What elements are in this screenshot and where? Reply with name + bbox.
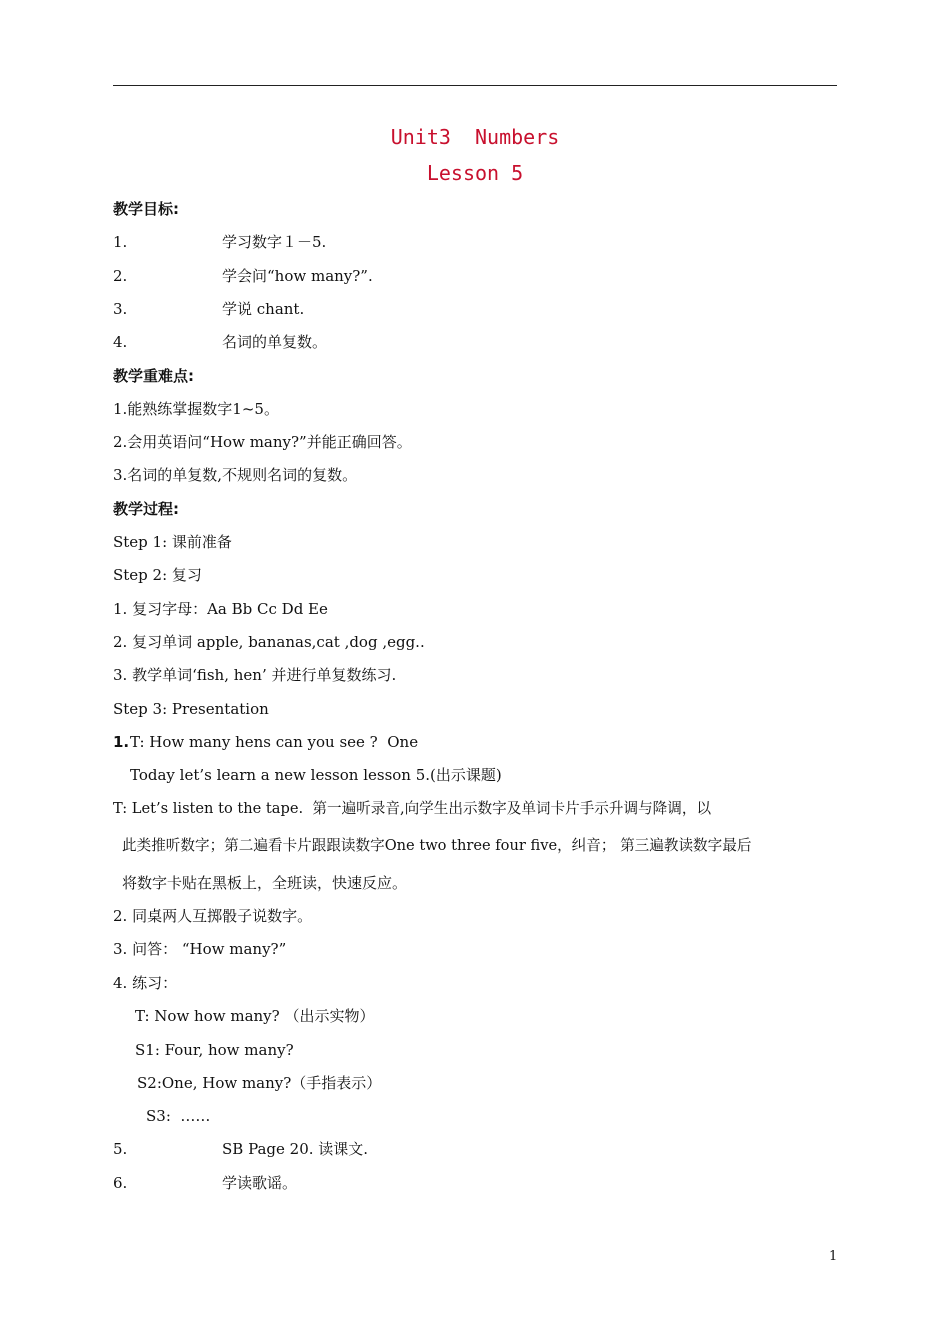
key-point-2: 2.会用英语问“How many?”并能正确回答。	[113, 433, 412, 451]
step-1: Step 1: 课前准备	[113, 533, 232, 551]
dialog-line-2: S1: Four, how many?	[135, 1041, 294, 1059]
objective-2-num: 2.	[113, 267, 128, 285]
step-3: Step 3: Presentation	[113, 700, 269, 718]
key-points-heading: 教学重难点:	[113, 367, 194, 385]
presentation-6-text: 学读歌谣。	[222, 1174, 298, 1192]
presentation-5-num: 5.	[113, 1140, 128, 1158]
step-2-item-3: 3. 教学单词‘fish, hen’ 并进行单复数练习.	[113, 666, 397, 684]
lesson-title: Lesson 5	[426, 161, 524, 185]
key-point-1: 1.能熟练掌握数字1~5。	[113, 400, 279, 418]
objective-1-text: 学习数字１－5.	[222, 233, 327, 251]
objective-3-num: 3.	[113, 300, 128, 318]
page-number: 1	[829, 1249, 838, 1264]
unit-title: Unit3 Numbers	[390, 125, 560, 149]
objective-3-text: 学说 chant.	[222, 300, 305, 318]
presentation-1-num: 1.	[113, 733, 130, 751]
presentation-para-line-3: 将数字卡贴在黑板上，全班读，快速反应。	[122, 874, 408, 892]
objective-2-text: 学会问“how many?”.	[222, 267, 373, 285]
presentation-4: 4. 练习：	[113, 974, 178, 992]
presentation-para-line-1: T: Let’s listen to the tape. 第一遍听录音,向学生出示数字及单词卡片手示升调与降调，以	[113, 800, 712, 817]
step-2-item-1: 1. 复习字母：Aa Bb Cc Dd Ee	[113, 600, 328, 618]
objectives-heading: 教学目标:	[113, 200, 179, 218]
key-point-3: 3.名词的单复数,不规则名词的复数。	[113, 466, 358, 484]
presentation-2: 2. 同桌两人互掷骰子说数字。	[113, 907, 313, 925]
objective-4-num: 4.	[113, 333, 128, 351]
dialog-line-3: S2:One, How many?（手指表示）	[137, 1074, 382, 1092]
objective-4-text: 名词的单复数。	[222, 333, 328, 351]
dialog-line-4: S3: ……	[146, 1107, 211, 1125]
presentation-1-line-2: Today let’s learn a new lesson lesson 5.(出示课题)	[130, 766, 502, 784]
presentation-3: 3. 问答： “How many?”	[113, 940, 287, 958]
presentation-5-text: SB Page 20. 读课文.	[222, 1140, 369, 1158]
step-2: Step 2: 复习	[113, 566, 202, 584]
step-2-item-2: 2. 复习单词 apple, bananas,cat ,dog ,egg..	[113, 633, 425, 651]
presentation-para-line-2: 此类推听数字；第二遍看卡片跟跟读数字One two three four five，纠音； 第三遍教读数字最后	[122, 837, 752, 854]
header-rule	[113, 85, 837, 86]
dialog-line-1: T: Now how many? （出示实物）	[135, 1007, 375, 1025]
presentation-6-num: 6.	[113, 1174, 128, 1192]
process-heading: 教学过程:	[113, 500, 179, 518]
objective-1-num: 1.	[113, 233, 128, 251]
presentation-1-line-1: T: How many hens can you see ? One	[130, 733, 419, 751]
